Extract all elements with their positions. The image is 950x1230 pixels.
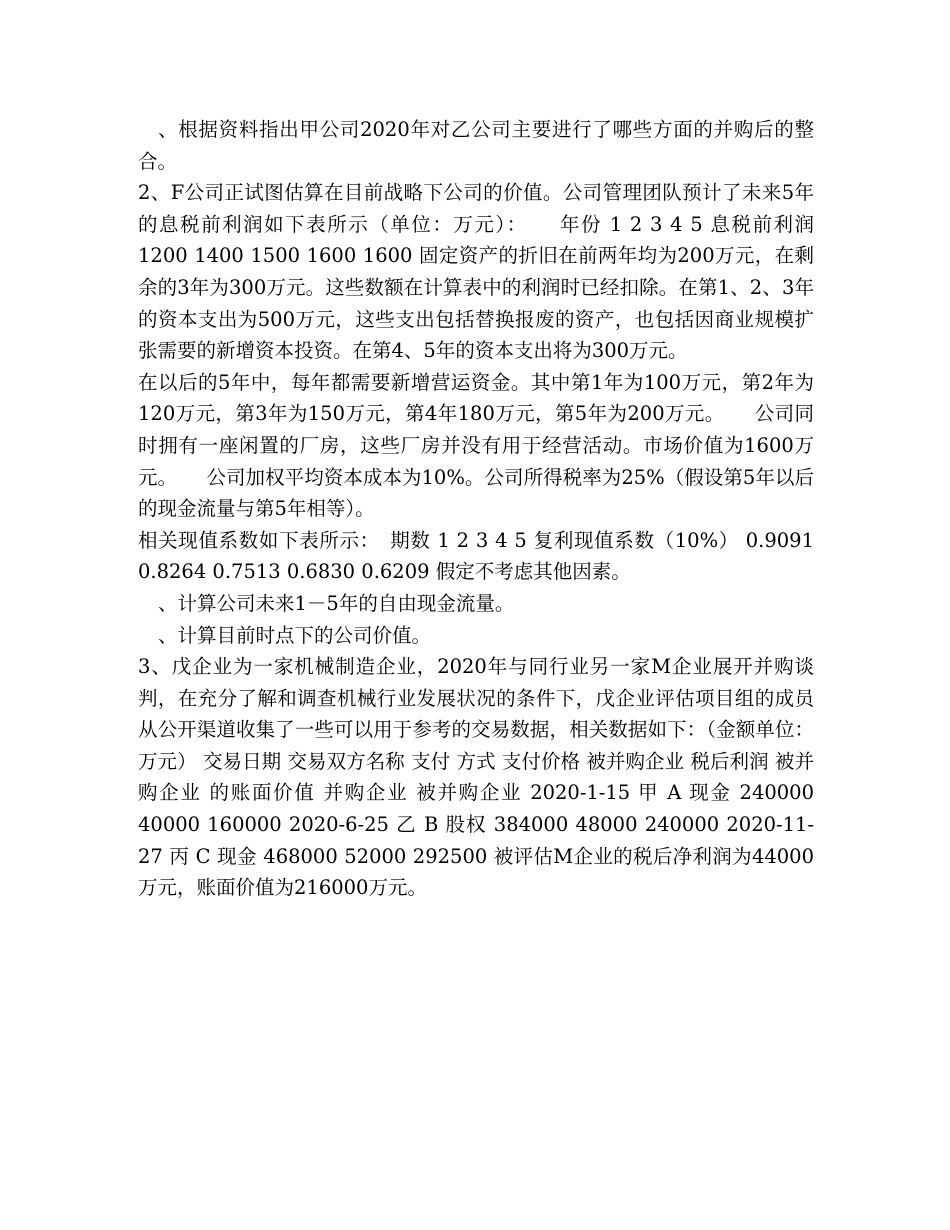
present-value-factors-paragraph: 相关现值系数如下表所示： 期数 1 2 3 4 5 复利现值系数（10%） 0.9091 0.8264 0.7513 0.6830 0.6209 假定不考虑其他因素。 (138, 528, 814, 584)
question-2-2-paragraph: 、计算目前时点下的公司价值。 (158, 623, 432, 647)
question-3-paragraph: 3、戊企业为一家机械制造企业，2020年与同行业另一家M企业展开并购谈判，在充分了解和调查机械行业发展状况的条件下，戊企业评估项目组的成员从公开渠道收集了一些可以用于参考的交易数据，相关数据如下：（金额单位：万元） 交易日期 交易双方名称 支付 方式 支付价格 被并购企业 税后利润 被并购企业 的账面价值 并购企业 被并购企业 2020-1-15 甲 A 现金 240000 40000 160000 2020-6-25 乙 B 股权 384000 48000 240000 2020-11-27 丙 C 现金 468000 52000 292500 被评估M企业的税后净利润为44000万元，账面价值为216000万元。 (138, 655, 814, 900)
question-2-paragraph: 2、F公司正试图估算在目前战略下公司的价值。公司管理团队预计了未来5年的息税前利润如下表所示（单位：万元）： 年份 1 2 3 4 5 息税前利润 1200 1400 1500 1600 1600 固定资产的折旧在前两年均为200万元，在剩余的3年为300万元。这些数额在计算表中的利润时已经扣除。在第1、2、3年的资本支出为500万元，这些支出包括替换报废的资产，也包括因商业规模扩张需要的新增资本投资。在第4、5年的资本支出将为300万元。 (138, 181, 814, 363)
document-page (138, 114, 814, 904)
question-1-2-paragraph: 、根据资料指出甲公司2020年对乙公司主要进行了哪些方面的并购后的整合。 (138, 118, 814, 173)
working-capital-paragraph: 在以后的5年中，每年都需要新增营运资金。其中第1年为100万元，第2年为120万元，第3年为150万元，第4年180万元，第5年为200万元。 公司同时拥有一座闲置的厂房，这些厂房并没有用于经营活动。市场价值为1600万元。 公司加权平均资本成本为10%。公司所得税率为25%（假设第5年以后的现金流量与第5年相等）。 (138, 370, 814, 521)
question-2-1-paragraph: 、计算公司未来1－5年的自由现金流量。 (158, 591, 515, 615)
